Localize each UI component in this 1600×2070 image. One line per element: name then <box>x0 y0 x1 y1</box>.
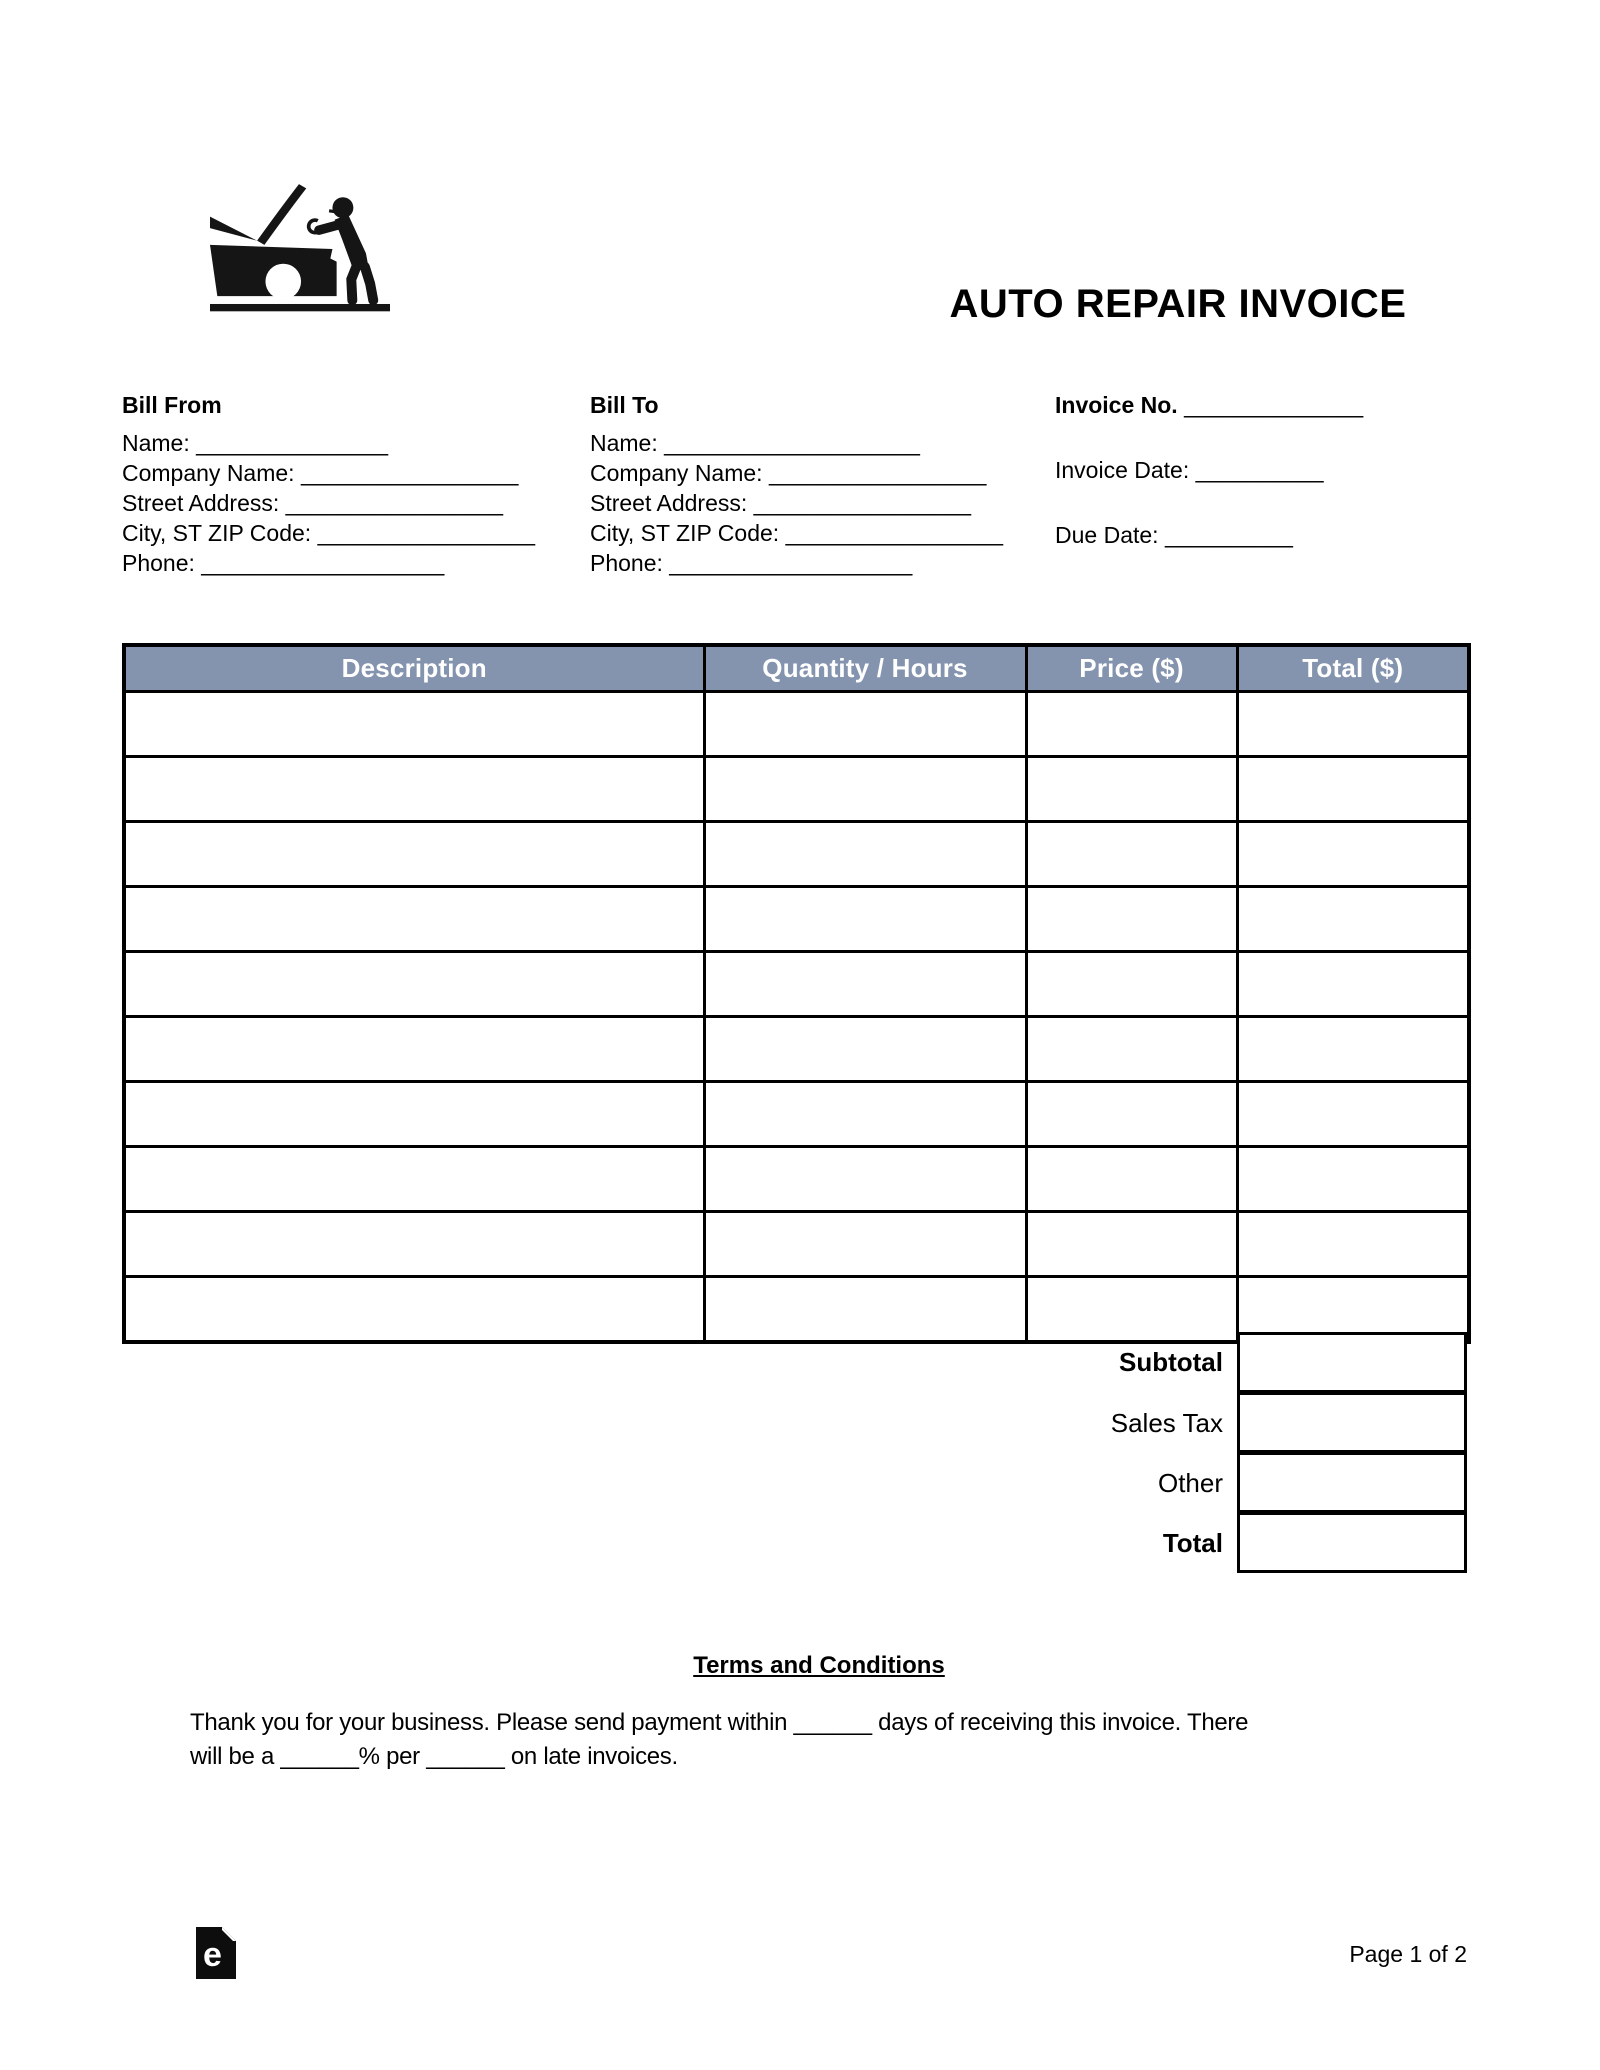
wheel-cutout <box>265 264 301 300</box>
item-cell-empty[interactable] <box>124 1212 704 1277</box>
item-cell-empty[interactable] <box>704 757 1026 822</box>
invoice-meta-block <box>1055 390 1467 585</box>
summary-row-other <box>122 1453 1467 1513</box>
bill-to-name-field[interactable]: Name: ____________________ <box>590 430 920 456</box>
item-cell-empty[interactable] <box>704 692 1026 757</box>
bill-from-city-field[interactable]: City, ST ZIP Code: _________________ <box>122 520 536 546</box>
item-cell-empty[interactable] <box>704 887 1026 952</box>
auto-mechanic-logo-svg <box>210 184 390 312</box>
terms-heading: Terms and Conditions <box>693 1652 945 1679</box>
bill-from-street-field[interactable]: Street Address: _________________ <box>122 490 504 516</box>
item-cell-empty[interactable] <box>1237 887 1469 952</box>
svg-text:e: e <box>203 1936 222 1974</box>
items-table-body <box>124 692 1469 1343</box>
eforms-logo <box>196 1927 236 1979</box>
item-row <box>124 1017 1469 1082</box>
invoice-date-field[interactable] <box>1055 455 1467 485</box>
invoice-no-line[interactable]: ______________ <box>1177 392 1364 418</box>
item-row <box>124 952 1469 1017</box>
item-cell-empty[interactable] <box>124 692 704 757</box>
item-row <box>124 887 1469 952</box>
bill-to-street-field[interactable]: Street Address: _________________ <box>590 490 972 516</box>
item-cell-empty[interactable] <box>124 952 704 1017</box>
item-row <box>124 692 1469 757</box>
item-cell-empty[interactable] <box>1237 822 1469 887</box>
sales-tax-value-cell[interactable] <box>1237 1392 1467 1453</box>
subtotal-label: Subtotal <box>1119 1347 1223 1377</box>
sales-tax-label: Sales Tax <box>1110 1407 1223 1438</box>
item-cell-empty[interactable] <box>1237 1147 1469 1212</box>
item-cell-empty[interactable] <box>1026 1212 1237 1277</box>
item-cell-empty[interactable] <box>1237 1017 1469 1082</box>
due-date-field[interactable] <box>1055 520 1467 550</box>
items-table <box>122 643 1471 1344</box>
other-label: Other <box>1157 1467 1223 1498</box>
col-header-quantity-hours: Quantity / Hours <box>704 645 1026 692</box>
item-row <box>124 1082 1469 1147</box>
item-cell-empty[interactable] <box>1237 757 1469 822</box>
item-cell-empty[interactable] <box>124 1082 704 1147</box>
item-cell-empty[interactable] <box>704 1082 1026 1147</box>
invoice-no-label: Invoice No. <box>1055 392 1178 418</box>
bill-from-block <box>122 390 590 585</box>
item-row <box>124 1147 1469 1212</box>
item-cell-empty[interactable] <box>704 1017 1026 1082</box>
item-cell-empty[interactable] <box>1237 952 1469 1017</box>
terms-line-1: Thank you for your business. Please send payment within ______ days of receiving this invoice. There <box>190 1709 1249 1736</box>
auto-mechanic-logo <box>210 184 390 312</box>
invoice-no-field[interactable] <box>1055 390 1467 420</box>
due-date-label: Due Date: <box>1055 522 1159 548</box>
bill-to-company-field[interactable]: Company Name: _________________ <box>590 460 987 486</box>
parties-section <box>122 390 1467 585</box>
terms-section <box>190 1652 1448 1774</box>
item-cell-empty[interactable] <box>1026 1082 1237 1147</box>
invoice-date-line[interactable]: __________ <box>1189 457 1324 483</box>
terms-body <box>190 1706 1448 1774</box>
item-cell-empty[interactable] <box>704 822 1026 887</box>
item-cell-empty[interactable] <box>124 887 704 952</box>
due-date-line[interactable]: __________ <box>1158 522 1293 548</box>
item-cell-empty[interactable] <box>1026 887 1237 952</box>
item-cell-empty[interactable] <box>704 1212 1026 1277</box>
item-cell-empty[interactable] <box>1026 757 1237 822</box>
summary-section <box>122 1332 1467 1573</box>
item-cell-empty[interactable] <box>704 1147 1026 1212</box>
bill-to-phone-field[interactable]: Phone: ___________________ <box>590 550 913 576</box>
item-cell-empty[interactable] <box>124 1017 704 1082</box>
item-cell-empty[interactable] <box>124 757 704 822</box>
item-cell-empty[interactable] <box>1026 1017 1237 1082</box>
item-cell-empty[interactable] <box>1026 1147 1237 1212</box>
terms-line-2: will be a ______% per ______ on late invoices. <box>190 1743 678 1770</box>
item-row <box>124 1212 1469 1277</box>
page-number-label: Page 1 of 2 <box>1349 1941 1467 1967</box>
bill-from-company-field[interactable]: Company Name: _________________ <box>122 460 519 486</box>
bill-from-heading: Bill From <box>122 392 222 418</box>
invoice-date-label: Invoice Date: <box>1055 457 1190 483</box>
bill-to-city-field[interactable]: City, ST ZIP Code: _________________ <box>590 520 1004 546</box>
eforms-logo-svg <box>196 1927 236 1979</box>
summary-row-sales-tax <box>122 1393 1467 1453</box>
item-cell-empty[interactable] <box>1237 1212 1469 1277</box>
other-value-cell[interactable] <box>1237 1452 1467 1513</box>
subtotal-value-cell[interactable] <box>1237 1332 1467 1393</box>
item-cell-empty[interactable] <box>1026 822 1237 887</box>
item-cell-empty[interactable] <box>1026 952 1237 1017</box>
item-cell-empty[interactable] <box>1237 692 1469 757</box>
summary-row-total <box>122 1513 1467 1573</box>
item-cell-empty[interactable] <box>704 952 1026 1017</box>
item-cell-empty[interactable] <box>1237 1082 1469 1147</box>
bill-to-block <box>590 390 1055 585</box>
item-row <box>124 757 1469 822</box>
item-cell-empty[interactable] <box>124 822 704 887</box>
bill-from-phone-field[interactable]: Phone: ___________________ <box>122 550 445 576</box>
summary-row-subtotal <box>122 1332 1467 1393</box>
item-cell-empty[interactable] <box>124 1147 704 1212</box>
col-header-description: Description <box>124 645 704 692</box>
total-value-cell[interactable] <box>1237 1512 1467 1573</box>
bill-to-heading: Bill To <box>590 392 659 418</box>
items-table-header-row <box>124 645 1469 692</box>
col-header-price: Price ($) <box>1026 645 1237 692</box>
bill-from-name-field[interactable]: Name: _______________ <box>122 430 389 456</box>
item-row <box>124 822 1469 887</box>
total-label: Total <box>1162 1527 1223 1558</box>
col-header-total: Total ($) <box>1237 645 1469 692</box>
item-cell-empty[interactable] <box>1026 692 1237 757</box>
page-title: AUTO REPAIR INVOICE <box>949 282 1407 326</box>
